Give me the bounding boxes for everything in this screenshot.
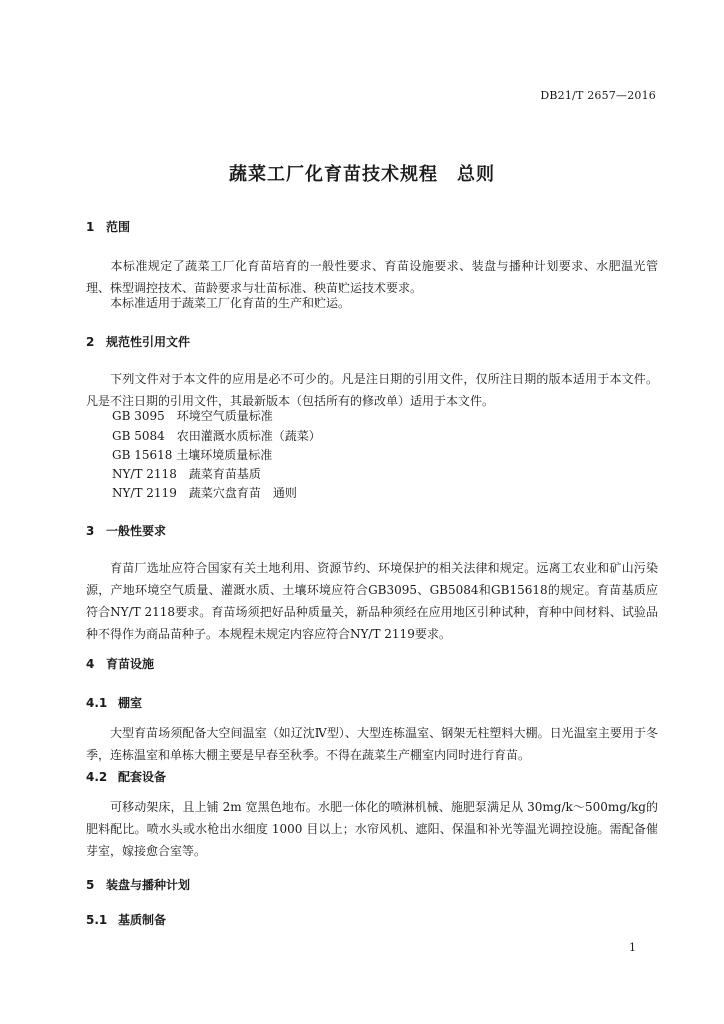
section-3-heading bbox=[86, 522, 166, 539]
section-title: 基质制备 bbox=[118, 913, 167, 927]
subsection-4-1-heading bbox=[86, 694, 142, 711]
section-1-paragraph-1: 本标准规定了蔬菜工厂化育苗培育的一般性要求、育苗设施要求、装盘与播种计划要求、水肥温光管理、株型调控技术、苗龄要求与壮苗标准、秧苗贮运技术要求。 bbox=[86, 259, 658, 295]
section-title: 装盘与播种计划 bbox=[106, 878, 191, 892]
section-3-paragraph-1: 育苗厂选址应符合国家有关土地利用、资源节约、环境保护的相关法律和规定。远离工农业和矿山污染源，产地环境空气质量、灌溉水质、土壤环境应符合GB3095、GB5084和GB15618的规定。育苗基质应符合NY/T 2118要求。育苗场须把好品种质量关，新品种须经在应用地区引种试种，育种中间材料、试验品种不得作为商品苗种子。本规程未规定内容应符合NY/T 2119要求。 bbox=[86, 561, 658, 641]
section-4-heading bbox=[86, 655, 154, 672]
section-number: 5 bbox=[86, 878, 95, 892]
document-code: DB21/T 2657—2016 bbox=[540, 89, 656, 102]
section-2-paragraph-1: 下列文件对于本文件的应用是必不可少的。凡是注日期的引用文件，仅所注日期的版本适用于本文件。凡是不注日期的引用文件，其最新版本（包括所有的修改单）适用于本文件。 bbox=[86, 372, 658, 408]
section-number: 2 bbox=[86, 335, 95, 349]
reference-item: GB 5084 农田灌溉水质标准（蔬菜） bbox=[112, 429, 321, 443]
section-title: 一般性要求 bbox=[106, 524, 167, 538]
section-title: 育苗设施 bbox=[106, 657, 155, 671]
page-number: 1 bbox=[629, 941, 636, 954]
reference-item: GB 3095 环境空气质量标准 bbox=[112, 409, 273, 423]
subsection-4-1-paragraph: 大型育苗场须配备大空间温室（如辽沈Ⅳ型）、大型连栋温室、钢架无柱塑料大棚。日光温室主要用于冬季，连栋温室和单栋大棚主要是早春至秋季。不得在蔬菜生产棚室内同时进行育苗。 bbox=[86, 726, 658, 762]
section-5-heading bbox=[86, 876, 190, 893]
section-title: 范围 bbox=[106, 220, 131, 234]
reference-item: NY/T 2119 蔬菜穴盘育苗 通则 bbox=[112, 486, 297, 500]
reference-item: NY/T 2118 蔬菜育苗基质 bbox=[112, 467, 261, 481]
section-number: 4 bbox=[86, 657, 95, 671]
section-1-heading bbox=[86, 218, 130, 235]
section-number: 4.1 bbox=[86, 696, 108, 710]
section-title: 配套设备 bbox=[118, 770, 167, 784]
section-title: 规范性引用文件 bbox=[106, 335, 191, 349]
section-1-paragraph-2: 本标准适用于蔬菜工厂化育苗的生产和贮运。 bbox=[110, 296, 351, 310]
section-2-heading bbox=[86, 333, 190, 350]
section-number: 5.1 bbox=[86, 913, 108, 927]
subsection-4-2-paragraph: 可移动架床，且上铺 2m 宽黑色地布。水肥一体化的喷淋机械、施肥泵满足从 30mg/k～500mg/kg的肥料配比。喷水头或水枪出水细度 1000 目以上；水帘风机、遮阳、保温和补光等温光调控设施。需配备催芽室，嫁接愈合室等。 bbox=[86, 800, 658, 858]
reference-item: GB 15618 土壤环境质量标准 bbox=[112, 448, 273, 462]
page-title: 蔬菜工厂化育苗技术规程 总则 bbox=[229, 164, 495, 185]
subsection-5-1-heading bbox=[86, 911, 166, 928]
section-number: 1 bbox=[86, 220, 95, 234]
section-number: 4.2 bbox=[86, 770, 108, 784]
section-title: 棚室 bbox=[118, 696, 143, 710]
section-number: 3 bbox=[86, 524, 95, 538]
subsection-4-2-heading bbox=[86, 768, 166, 785]
